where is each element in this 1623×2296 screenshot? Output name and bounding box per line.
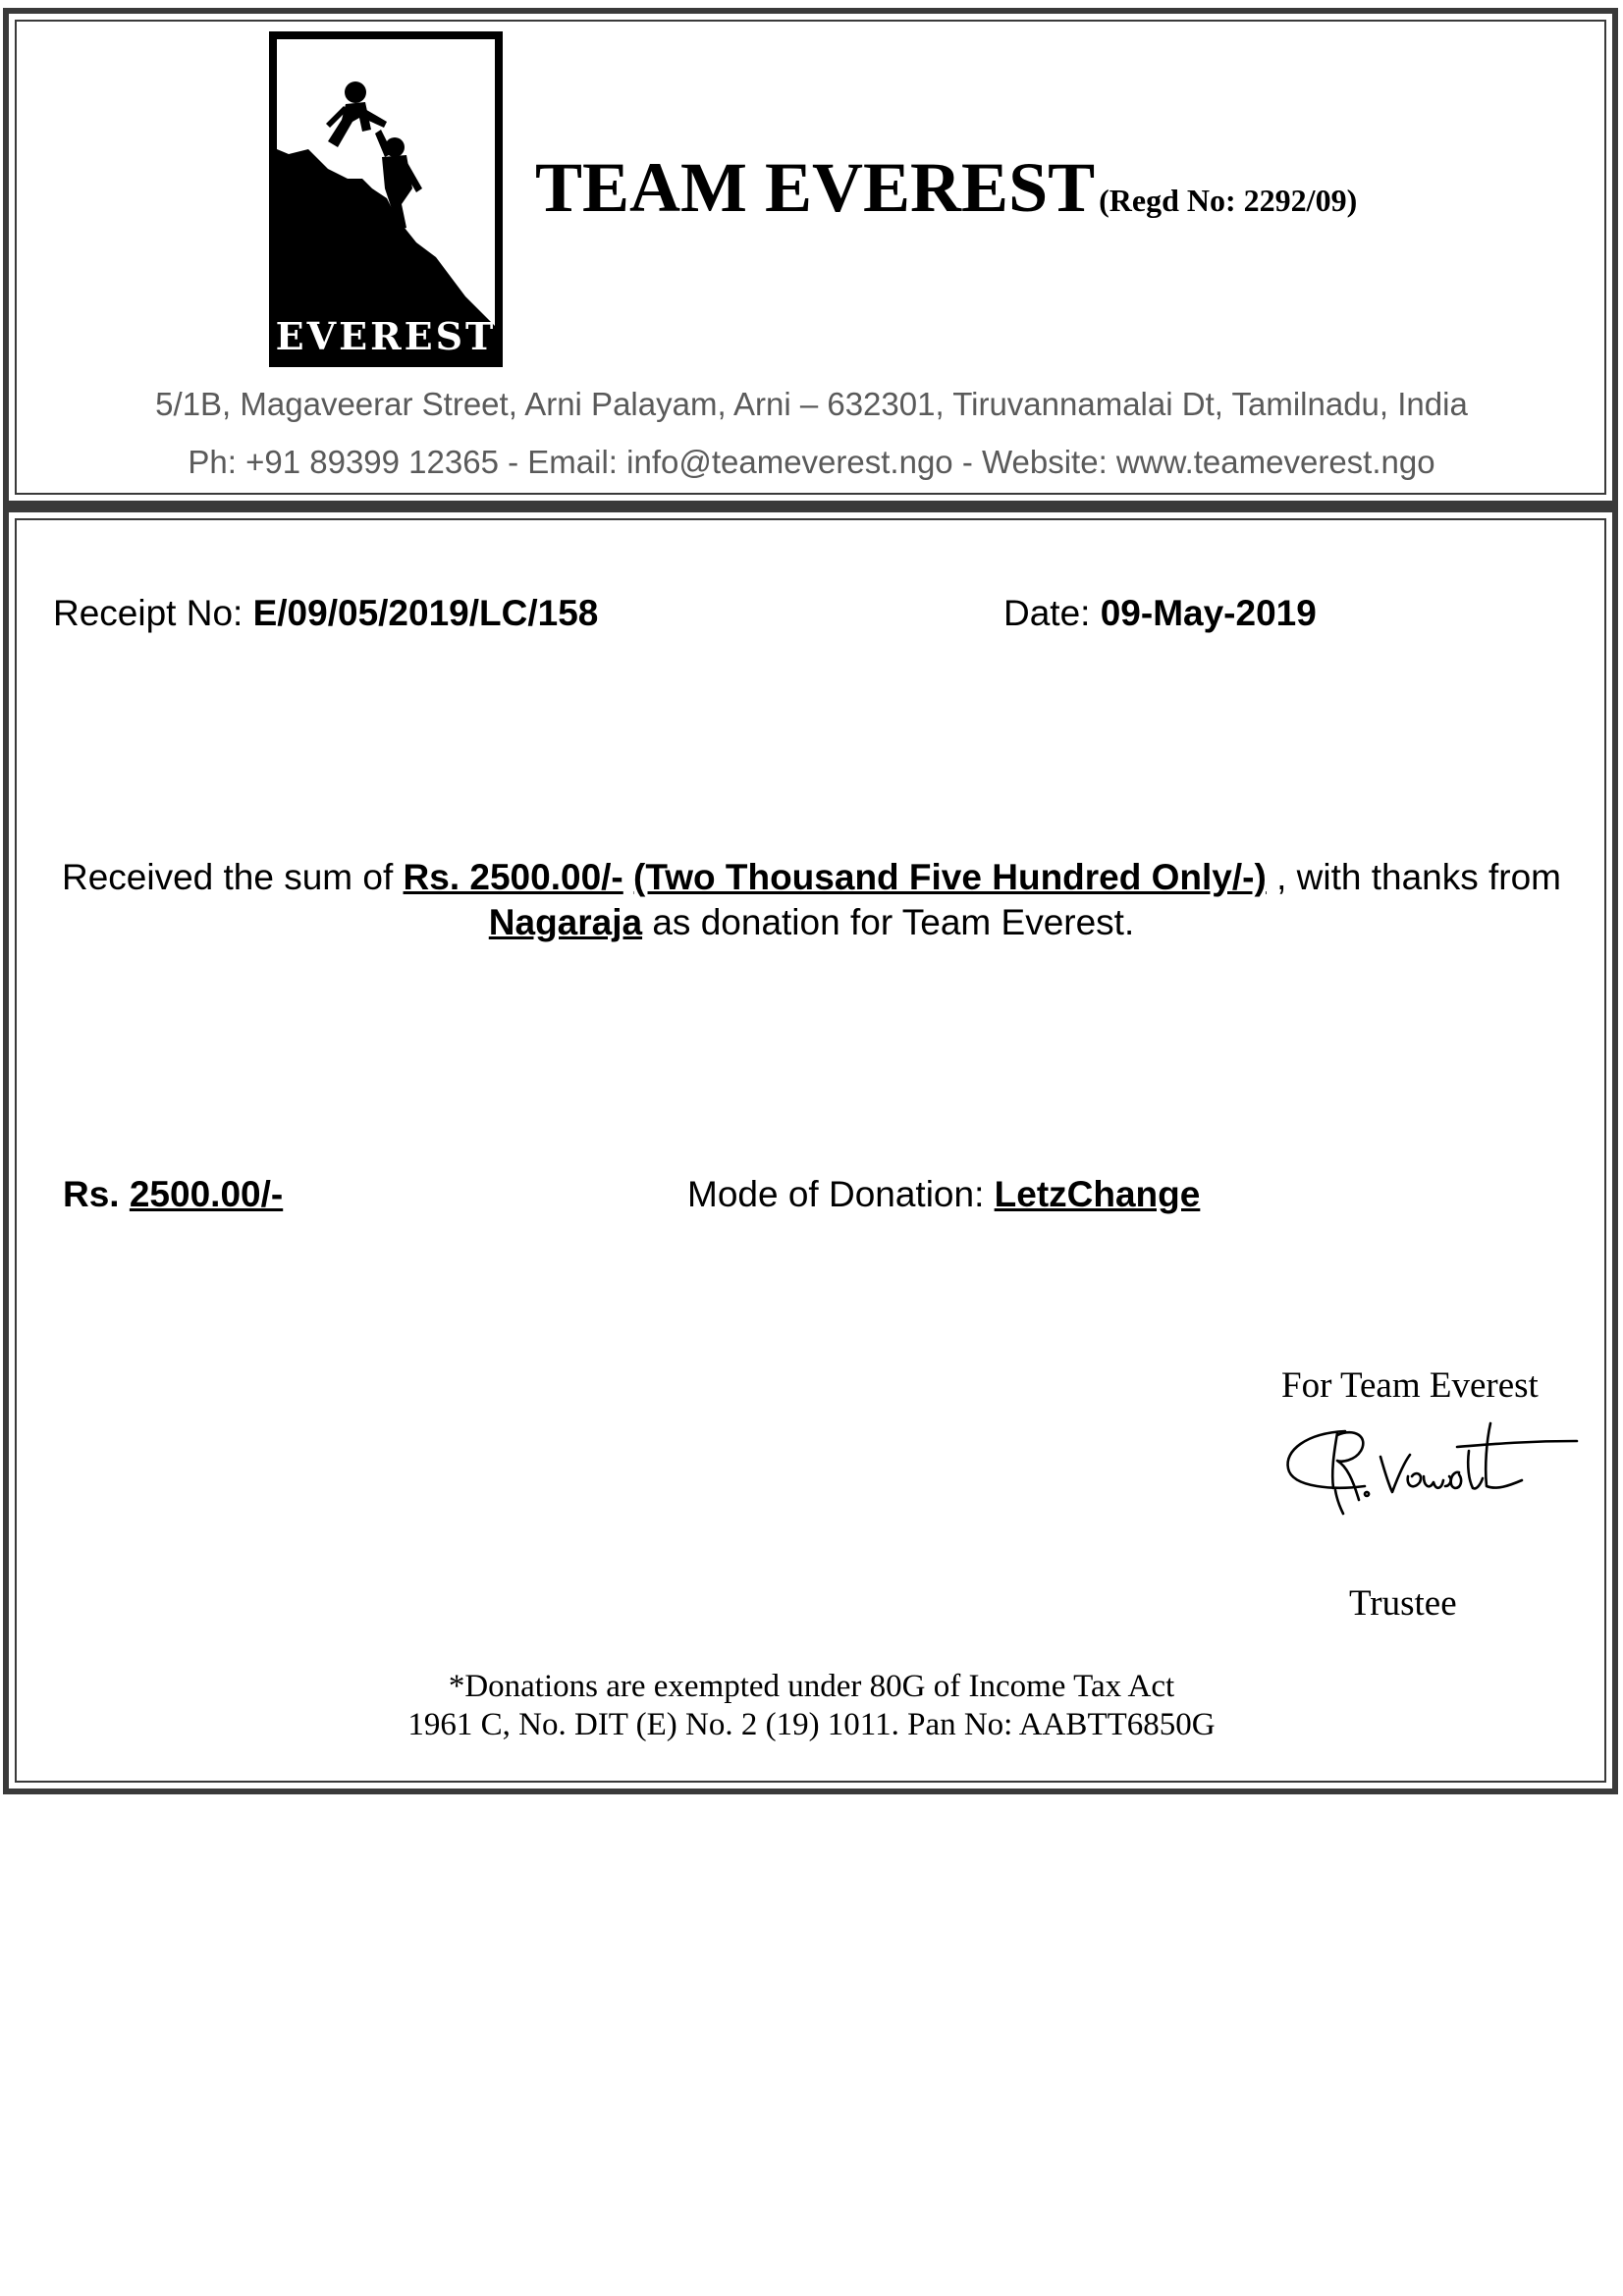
signatory-role: Trustee bbox=[1349, 1583, 1457, 1624]
note-line-1: *Donations are exempted under 80G of Income Tax Act bbox=[448, 1669, 1175, 1704]
org-heading bbox=[535, 147, 1357, 229]
donation-mode bbox=[687, 1174, 1200, 1215]
org-name: TEAM EVEREST bbox=[535, 148, 1096, 227]
amount-value: 2500.00/- bbox=[129, 1174, 284, 1214]
receipt-statement bbox=[20, 855, 1603, 945]
receipt-number bbox=[53, 593, 598, 634]
donor-name: Nagaraja bbox=[488, 902, 643, 942]
statement-suffix: as donation for Team Everest. bbox=[652, 902, 1135, 942]
donation-mode-label: Mode of Donation: bbox=[687, 1174, 985, 1214]
org-address: 5/1B, Magaveerar Street, Arni Palayam, Arni – 632301, Tiruvannamalai Dt, Tamilnadu, India bbox=[155, 386, 1468, 422]
statement-prefix: Received the sum of bbox=[61, 857, 394, 897]
receipt-number-value: E/09/05/2019/LC/158 bbox=[252, 593, 599, 633]
amount-currency: Rs. bbox=[63, 1174, 120, 1214]
everest-logo bbox=[269, 31, 503, 367]
donation-mode-value: LetzChange bbox=[994, 1174, 1201, 1214]
org-registration: (Regd No: 2292/09) bbox=[1099, 183, 1358, 218]
signatory-org: For Team Everest bbox=[1281, 1365, 1539, 1406]
receipt-date bbox=[1003, 593, 1317, 634]
signature-image bbox=[1276, 1412, 1581, 1529]
org-contact: Ph: +91 89399 12365 - Email: info@teameverest.ngo - Website: www.teameverest.ngo bbox=[188, 444, 1435, 480]
receipt-date-label: Date: bbox=[1003, 593, 1091, 633]
header-frame bbox=[3, 8, 1618, 507]
receipt-date-value: 09-May-2019 bbox=[1100, 593, 1317, 633]
amount-summary bbox=[63, 1174, 283, 1215]
statement-mid: , with thanks from bbox=[1276, 857, 1562, 897]
receipt-number-label: Receipt No: bbox=[53, 593, 243, 633]
note-line-2: 1961 C, No. DIT (E) No. 2 (19) 1011. Pan No: AABTT6850G bbox=[407, 1707, 1216, 1742]
statement-amount-words: (Two Thousand Five Hundred Only/-) bbox=[633, 857, 1267, 897]
tax-exemption-note bbox=[0, 1668, 1623, 1744]
statement-amount: Rs. 2500.00/- bbox=[403, 857, 623, 897]
logo-text: EVEREST bbox=[275, 314, 497, 358]
